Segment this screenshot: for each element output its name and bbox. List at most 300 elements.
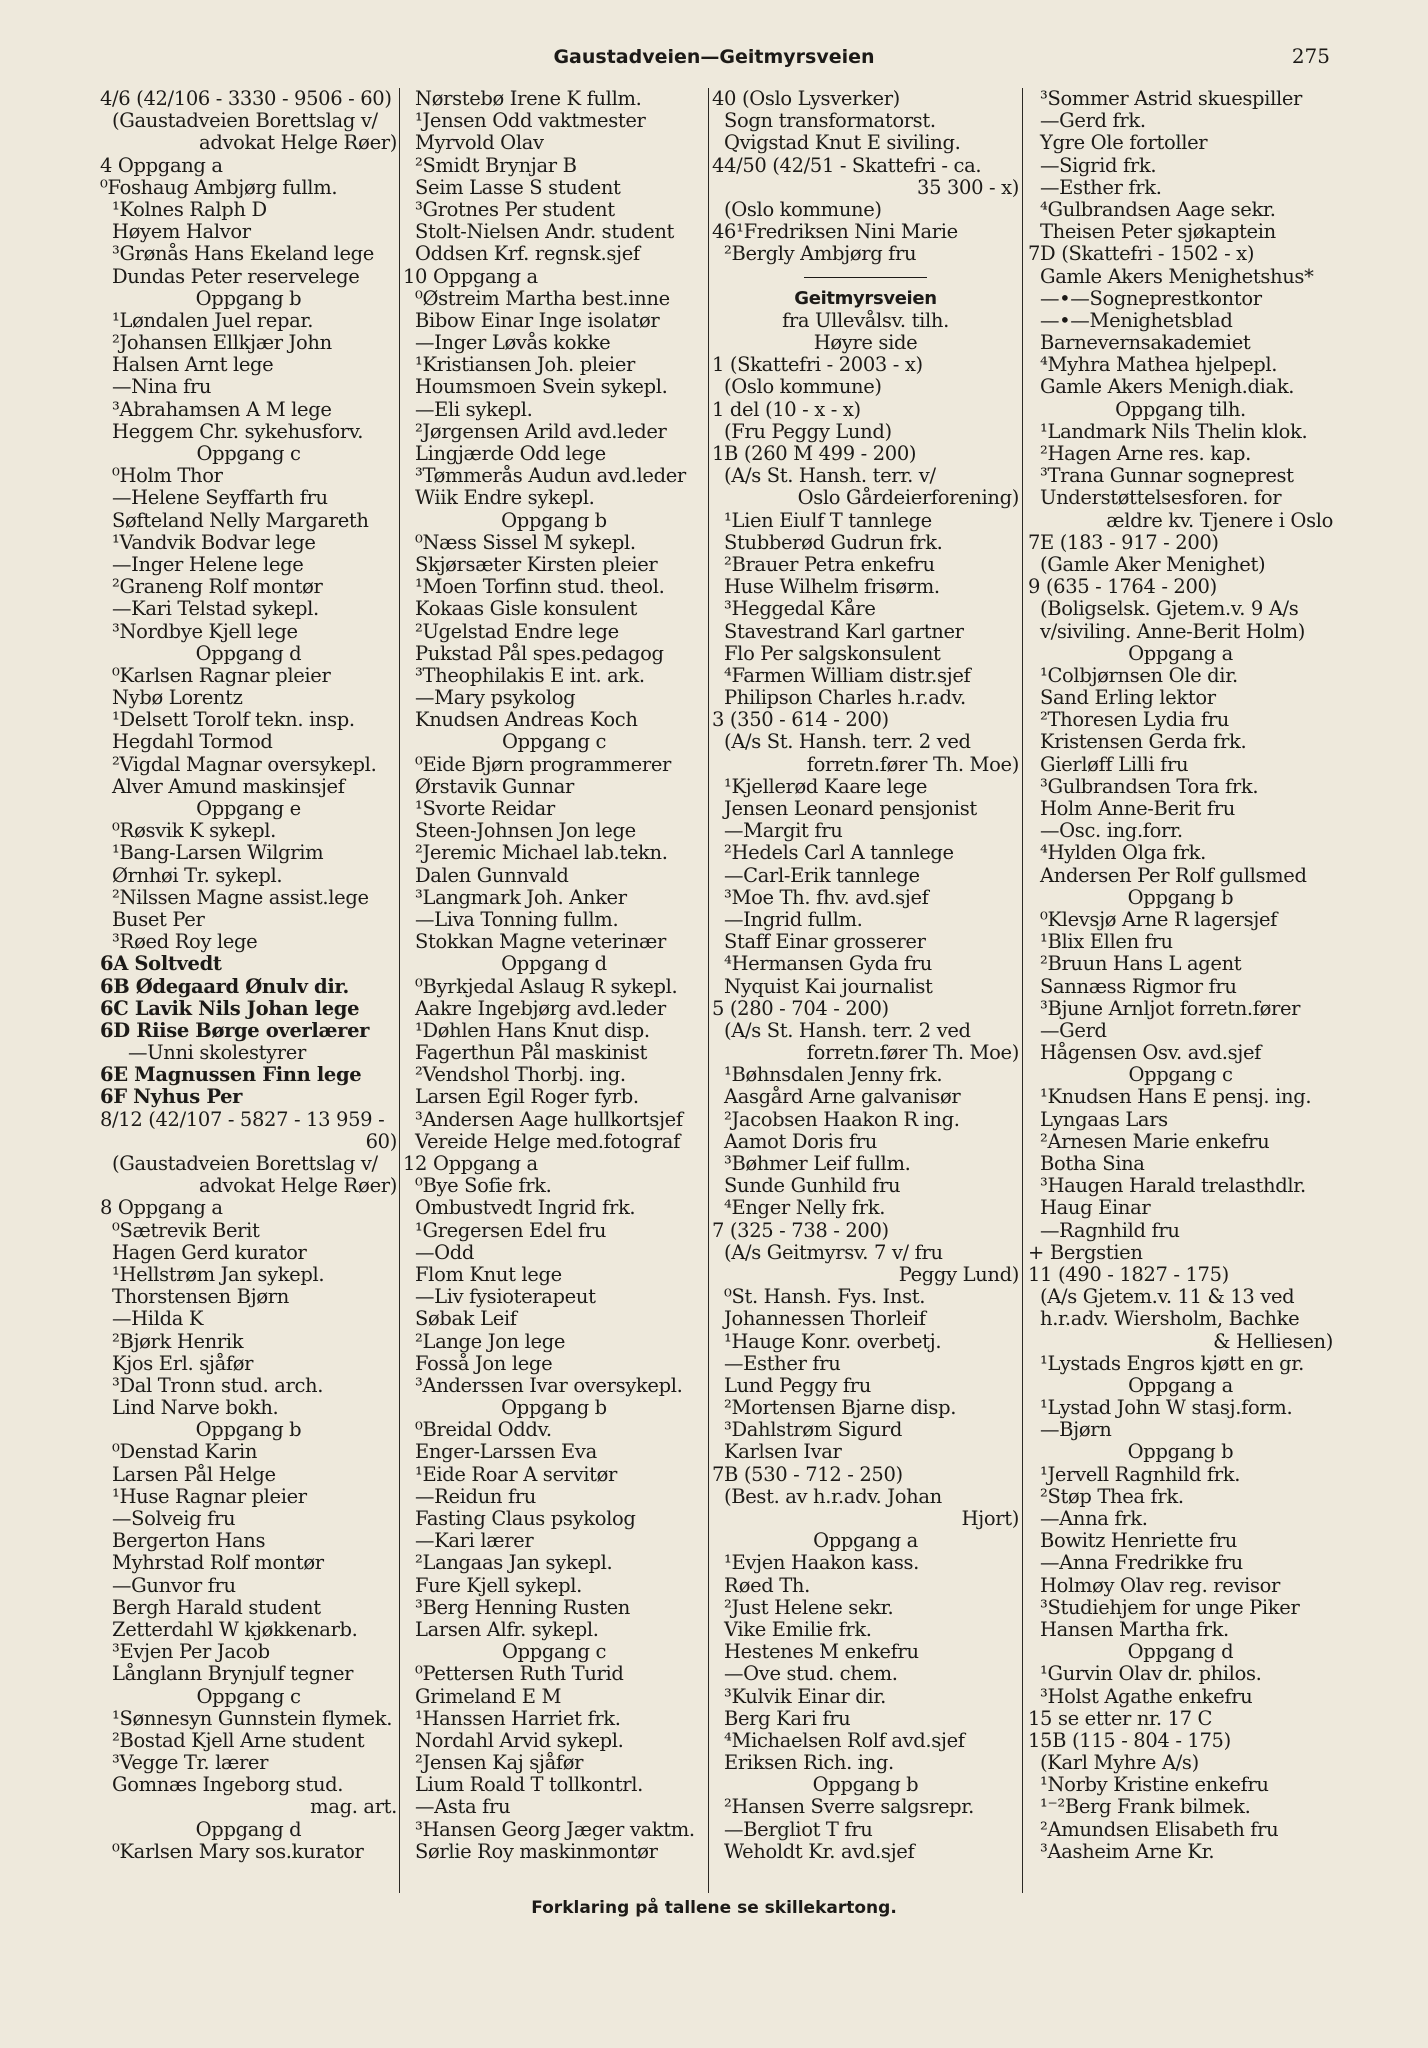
- directory-entry: —Carl-Erik tannlege: [724, 863, 920, 887]
- directory-entry: Hegdahl Tormod: [112, 730, 273, 754]
- directory-entry: 15 se etter nr. 17 C: [1028, 1706, 1213, 1730]
- directory-entry: ældre kv. Tjenere i Oslo: [1106, 508, 1333, 532]
- directory-entry: ²Hagen Arne res. kap.: [1040, 442, 1251, 465]
- directory-entry: ³Grotnes Per student: [415, 197, 615, 221]
- column-2: [403, 88, 705, 1863]
- directory-entry: 6A Soltvedt: [100, 952, 222, 976]
- directory-entry: (Best. av h.r.adv. Johan: [724, 1484, 942, 1508]
- directory-entry: —Gerd: [1040, 1018, 1107, 1042]
- directory-entry: —Bergliot T fru: [724, 1817, 873, 1841]
- directory-entry: Theisen Peter sjøkaptein: [1040, 220, 1276, 244]
- directory-entry: —Gerd frk.: [1040, 109, 1146, 133]
- directory-entry: ¹Vandvik Bodvar lege: [112, 530, 316, 554]
- directory-entry: Qvigstad Knut E siviling.: [724, 131, 961, 155]
- directory-entry: Oppgang c: [196, 442, 301, 465]
- directory-entry: 4/6 (42/106 - 3330 - 9506 - 60): [100, 87, 392, 110]
- directory-entry: ²Lange Jon lege: [415, 1329, 566, 1353]
- directory-entry: ³Hansen Georg Jæger vaktm.: [415, 1817, 695, 1841]
- directory-entry: Pukstad Pål spes.pedagog: [415, 641, 664, 665]
- column-3: [712, 88, 1019, 1863]
- directory-entry: 4 Oppgang a: [100, 153, 223, 177]
- directory-entry: Gomnæs Ingeborg stud.: [112, 1773, 344, 1797]
- directory-entry: ⁰Bye Sofie frk.: [415, 1174, 552, 1198]
- directory-entry: h.r.adv. Wiersholm, Bachke: [1040, 1307, 1300, 1331]
- directory-entry: ¹Kjellerød Kaare lege: [724, 774, 928, 798]
- directory-entry: ²Bjørk Henrik: [112, 1329, 244, 1353]
- directory-entry: ⁰Sætrevik Berit: [112, 1218, 260, 1242]
- directory-entry: ²Brauer Petra enkefru: [724, 552, 935, 576]
- directory-entry: fra Ullevålsv. tilh.: [782, 308, 949, 332]
- directory-entry: ²Støp Thea frk.: [1040, 1484, 1184, 1508]
- directory-entry: ³Holst Agathe enkefru: [1040, 1684, 1253, 1708]
- directory-entry: Oppgang b: [501, 508, 607, 532]
- directory-entry: ¹Kristiansen Joh. pleier: [415, 353, 635, 377]
- directory-entry: ³Dahlstrøm Sigurd: [724, 1418, 902, 1442]
- directory-entry: ³Tømmerås Audun avd.leder: [415, 464, 686, 488]
- directory-entry: Kjos Erl. sjåfør: [112, 1351, 254, 1375]
- directory-entry: Dundas Peter reservelege: [112, 264, 360, 288]
- directory-entry: Hestenes M enkefru: [724, 1640, 919, 1664]
- directory-entry: + Bergstien: [1028, 1240, 1143, 1264]
- directory-entry: ¹Lystad John W stasj.form.: [1040, 1396, 1293, 1420]
- directory-entry: Wiik Endre sykepl.: [415, 486, 595, 510]
- directory-entry: Oppgang a: [813, 1529, 918, 1553]
- directory-entry: 5 (280 - 704 - 200): [712, 996, 889, 1020]
- running-title: Gaustadveien—Geitmyrsveien: [553, 46, 875, 68]
- directory-entry: —Liva Tonning fullm.: [415, 907, 619, 931]
- directory-entry: ²Smidt Brynjar B: [415, 153, 577, 177]
- directory-entry: Oppgang d: [195, 641, 302, 665]
- directory-entry: ¹Landmark Nils Thelin klok.: [1040, 419, 1308, 443]
- directory-entry: ²Jørgensen Arild avd.leder: [415, 419, 667, 443]
- directory-entry: ³Theophilakis E int. ark.: [415, 663, 645, 687]
- directory-entry: —Reidun fru: [415, 1484, 537, 1508]
- directory-entry: —Unni skolestyrer: [128, 1041, 306, 1065]
- directory-entry: ¹Jervell Ragnhild frk.: [1040, 1462, 1241, 1486]
- directory-entry: ²Arnesen Marie enkefru: [1040, 1129, 1270, 1153]
- directory-entry: ³Dal Tronn stud. arch.: [112, 1373, 324, 1397]
- directory-entry: ²Jeremic Michael lab.tekn.: [415, 841, 668, 865]
- directory-entry: ⁰Karlsen Ragnar pleier: [112, 663, 331, 687]
- directory-entry: Fagerthun Pål maskinist: [415, 1041, 647, 1065]
- directory-entry: Geitmyrsveien: [794, 287, 937, 309]
- directory-entry: 44/50 (42/51 - Skattefri - ca.: [712, 153, 982, 177]
- directory-entry: ¹Huse Ragnar pleier: [112, 1484, 307, 1508]
- directory-entry: 12 Oppgang a: [403, 1152, 538, 1175]
- directory-entry: 15B (115 - 804 - 175): [1028, 1728, 1231, 1752]
- directory-entry: ⁰St. Hansh. Fys. Inst.: [724, 1285, 926, 1309]
- directory-entry: v/siviling. Anne-Berit Holm): [1040, 619, 1306, 643]
- directory-entry: Thorstensen Bjørn: [112, 1285, 289, 1309]
- directory-entry: Vike Emilie frk.: [724, 1617, 872, 1641]
- directory-entry: ¹Hauge Konr. overbetj.: [724, 1329, 942, 1353]
- directory-entry: —Ragnhild fru: [1040, 1218, 1180, 1242]
- directory-entry: ⁰Holm Thor: [112, 464, 223, 488]
- directory-entry: 7D (Skattefri - 1502 - x): [1028, 242, 1255, 266]
- directory-entry: Søfteland Nelly Margareth: [112, 508, 369, 532]
- directory-entry: ⁰Foshaug Ambjørg fullm.: [100, 175, 338, 199]
- directory-entry: ³Sommer Astrid skuespiller: [1040, 87, 1303, 110]
- directory-entry: mag. art.: [310, 1795, 397, 1819]
- directory-entry: ²Langaas Jan sykepl.: [415, 1551, 613, 1575]
- directory-entry: ²Thoresen Lydia fru: [1040, 708, 1229, 732]
- directory-entry: Bergerton Hans: [112, 1529, 266, 1553]
- directory-entry: 60): [365, 1129, 397, 1153]
- section-divider: [712, 266, 1019, 288]
- directory-entry: ³Heggedal Kåre: [724, 597, 876, 621]
- directory-entry: ²Johansen Ellkjær John: [112, 331, 332, 355]
- directory-entry: 6E Magnussen Finn lege: [100, 1063, 362, 1087]
- column-1: [100, 88, 397, 1863]
- directory-entry: —Bjørn: [1040, 1418, 1112, 1442]
- directory-entry: ³Kulvik Einar dir.: [724, 1684, 886, 1708]
- directory-entry: ²Ugelstad Endre lege: [415, 619, 619, 643]
- directory-entry: Myhrstad Rolf montør: [112, 1551, 324, 1575]
- directory-entry: ²Nilssen Magne assist.lege: [112, 885, 369, 909]
- directory-entry: Berg Kari fru: [724, 1706, 851, 1730]
- column-4: [1028, 88, 1333, 1863]
- directory-entry: (A/s St. Hansh. terr. 2 ved: [724, 1018, 971, 1042]
- directory-entry: 1B (260 M 499 - 200): [712, 442, 917, 465]
- directory-entry: 9 (635 - 1764 - 200): [1028, 575, 1217, 599]
- directory-entry: Hjort): [961, 1507, 1019, 1530]
- directory-entry: Understøttelsesforen. for: [1040, 486, 1282, 510]
- directory-entry: —Ove stud. chem.: [724, 1662, 898, 1686]
- directory-entry: Botha Sina: [1040, 1152, 1145, 1175]
- directory-entry: ²Bruun Hans L agent: [1040, 952, 1242, 976]
- directory-entry: (A/s Geitmyrsv. 7 v/ fru: [724, 1240, 943, 1264]
- directory-entry: Andersen Per Rolf gullsmed: [1040, 863, 1307, 887]
- directory-entry: ²Vigdal Magnar oversykepl.: [112, 752, 377, 776]
- directory-entry: ¹⁻²Berg Frank bilmek.: [1040, 1795, 1251, 1819]
- directory-entry: ¹Jensen Odd vaktmester: [415, 109, 646, 133]
- directory-entry: —Anna Fredrikke fru: [1040, 1551, 1243, 1575]
- directory-entry: advokat Helge Røer): [199, 131, 397, 155]
- directory-entry: —Anna frk.: [1040, 1507, 1148, 1530]
- directory-entry: Oppgang b: [501, 1396, 607, 1420]
- directory-entry: Peggy Lund): [898, 1262, 1019, 1286]
- directory-entry: 3 (350 - 614 - 200): [712, 708, 889, 732]
- directory-entry: ⁰Østreim Martha best.inne: [415, 286, 670, 310]
- directory-entry: ³Vegge Tr. lærer: [112, 1751, 269, 1775]
- directory-entry: Høyem Halvor: [112, 220, 251, 244]
- directory-entry: —Esther fru: [724, 1351, 841, 1375]
- directory-entry: Holmøy Olav reg. revisor: [1040, 1573, 1281, 1597]
- directory-entry: Gamle Akers Menighetshus*: [1040, 264, 1314, 288]
- directory-entry: Staff Einar grosserer: [724, 930, 926, 954]
- directory-entry: forretn.fører Th. Moe): [806, 1041, 1019, 1065]
- directory-entry: Eriksen Rich. ing.: [724, 1751, 894, 1775]
- directory-entry: ³Nordbye Kjell lege: [112, 619, 298, 643]
- directory-entry: ²Jensen Kaj sjåfør: [415, 1751, 584, 1775]
- directory-entry: Aasgård Arne galvanisør: [724, 1085, 961, 1109]
- directory-entry: Zetterdahl W kjøkkenarb.: [112, 1617, 358, 1641]
- directory-entry: Larsen Egil Roger fyrb.: [415, 1085, 639, 1109]
- directory-entry: Oppgang b: [1127, 1440, 1234, 1464]
- directory-entry: Oppgang d: [1127, 1640, 1234, 1664]
- directory-entry: ³Berg Henning Rusten: [415, 1595, 631, 1619]
- directory-entry: Oppgang d: [501, 952, 607, 976]
- directory-entry: ¹Blix Ellen fru: [1040, 930, 1173, 954]
- directory-entry: Lium Roald T tollkontrl.: [415, 1773, 643, 1797]
- directory-entry: Fure Kjell sykepl.: [415, 1573, 582, 1597]
- directory-entry: —Inger Løvås kokke: [415, 331, 611, 355]
- directory-entry: Røed Th.: [724, 1573, 810, 1597]
- directory-entry: ¹Lystads Engros kjøtt en gr.: [1040, 1351, 1304, 1375]
- directory-entry: ²Bergly Ambjørg fru: [724, 242, 917, 266]
- directory-entry: ⁴Gulbrandsen Aage sekr.: [1040, 197, 1276, 221]
- directory-entry: ²Graneng Rolf montør: [112, 575, 323, 599]
- directory-entry: (Oslo kommune): [724, 375, 882, 399]
- directory-entry: ²Bostad Kjell Arne student: [112, 1728, 365, 1752]
- directory-entry: 8 Oppgang a: [100, 1196, 223, 1220]
- directory-entry: Vereide Helge med.fotograf: [415, 1129, 680, 1153]
- directory-entry: Karlsen Ivar: [724, 1440, 842, 1464]
- directory-entry: Långlann Brynjulf tegner: [112, 1662, 354, 1686]
- directory-entry: Holm Anne-Berit fru: [1040, 797, 1235, 820]
- directory-entry: Fosså Jon lege: [415, 1351, 553, 1375]
- directory-entry: ³Abrahamsen A M lege: [112, 397, 332, 421]
- directory-entry: ¹Hanssen Harriet frk.: [415, 1706, 621, 1730]
- directory-entry: —Gunvor fru: [112, 1573, 236, 1597]
- directory-entry: (Gamle Aker Menighet): [1040, 552, 1266, 576]
- directory-entry: ³Andersen Aage hullkortsjef: [415, 1107, 683, 1131]
- directory-entry: (Karl Myhre A/s): [1040, 1751, 1199, 1775]
- directory-entry: —Margit fru: [724, 819, 843, 843]
- directory-entry: 1 (Skattefri - 2003 - x): [712, 353, 923, 377]
- directory-entry: Sannæss Rigmor fru: [1040, 974, 1237, 998]
- directory-entry: advokat Helge Røer): [199, 1174, 397, 1198]
- directory-entry: —Helene Seyffarth fru: [112, 486, 328, 510]
- directory-entry: 46¹Fredriksen Nini Marie: [712, 220, 958, 244]
- directory-entry: ³Evjen Per Jacob: [112, 1640, 270, 1664]
- directory-entry: ⁴Hermansen Gyda fru: [724, 952, 933, 976]
- directory-entry: —Hilda K: [112, 1307, 204, 1331]
- directory-entry: —Osc. ing.forr.: [1040, 819, 1183, 843]
- directory-entry: Larsen Pål Helge: [112, 1462, 276, 1486]
- directory-entry: Halsen Arnt lege: [112, 353, 274, 377]
- directory-entry: Knudsen Andreas Koch: [415, 708, 638, 732]
- directory-entry: ³Haugen Harald trelasthdlr.: [1040, 1174, 1306, 1198]
- directory-entry: ²Amundsen Elisabeth fru: [1040, 1817, 1279, 1841]
- directory-entry: ³Anderssen Ivar oversykepl.: [415, 1373, 683, 1397]
- directory-entry: ⁴Hylden Olga frk.: [1040, 841, 1206, 865]
- directory-entry: ¹Kolnes Ralph D: [112, 197, 267, 221]
- directory-entry: ²Mortensen Bjarne disp.: [724, 1396, 957, 1420]
- directory-entry: 7E (183 - 917 - 200): [1028, 530, 1219, 554]
- directory-entry: —Inger Helene lege: [112, 552, 304, 576]
- directory-entry: Hagen Gerd kurator: [112, 1240, 307, 1264]
- directory-entry: ⁰Pettersen Ruth Turid: [415, 1662, 624, 1686]
- directory-entry: ¹Gurvin Olav dr. philos.: [1040, 1662, 1262, 1686]
- directory-entry: ¹Gregersen Edel fru: [415, 1218, 607, 1242]
- directory-entry: Haug Einar: [1040, 1196, 1151, 1220]
- directory-entry: —Esther frk.: [1040, 175, 1162, 199]
- directory-entry: (Gaustadveien Borettslag v/: [112, 1152, 378, 1175]
- directory-entry: ³Grønås Hans Ekeland lege: [112, 242, 374, 266]
- directory-entry: Sogn transformatorst.: [724, 109, 936, 133]
- directory-entry: 11 (490 - 1827 - 175): [1028, 1262, 1229, 1286]
- directory-entry: Sand Erling lektor: [1040, 686, 1216, 710]
- directory-entry: (A/s Gjetem.v. 11 & 13 ved: [1040, 1285, 1295, 1309]
- directory-entry: Enger-Larssen Eva: [415, 1440, 597, 1464]
- directory-entry: ¹Lien Eiulf T tannlege: [724, 508, 932, 532]
- directory-entry: Huse Wilhelm frisørm.: [724, 575, 940, 599]
- directory-entry: Houmsmoen Svein sykepl.: [415, 375, 668, 399]
- directory-entry: Philipson Charles h.r.adv.: [724, 686, 966, 710]
- directory-entry: Stubberød Gudrun frk.: [724, 530, 943, 554]
- directory-entry: —Asta fru: [415, 1795, 511, 1819]
- directory-entry: Lyngaas Lars: [1040, 1107, 1168, 1131]
- directory-entry: Sørlie Roy maskinmontør: [415, 1839, 658, 1863]
- page-number: 275: [1291, 44, 1330, 68]
- directory-entry: Hågensen Osv. avd.sjef: [1040, 1041, 1262, 1065]
- directory-entry: —•—Menighetsblad: [1040, 308, 1233, 332]
- directory-entry: ¹Colbjørnsen Ole dir.: [1040, 663, 1238, 687]
- directory-entry: ²Just Helene sekr.: [724, 1595, 894, 1619]
- directory-entry: Aamot Doris fru: [724, 1129, 877, 1153]
- directory-entry: Oppgang d: [195, 1817, 302, 1841]
- directory-entry: Kristensen Gerda frk.: [1040, 730, 1247, 754]
- directory-entry: 10 Oppgang a: [403, 264, 538, 288]
- directory-entry: Ørstavik Gunnar: [415, 774, 574, 798]
- directory-entry: (Fru Peggy Lund): [724, 419, 892, 443]
- directory-entry: ⁴Enger Nelly frk.: [724, 1196, 886, 1220]
- directory-entry: ⁰Breidal Oddv.: [415, 1418, 552, 1442]
- directory-entry: Buset Per: [112, 907, 205, 931]
- directory-entry: —Eli sykepl.: [415, 397, 533, 421]
- directory-entry: Høyre side: [813, 331, 918, 355]
- directory-entry: Oppgang c: [501, 730, 607, 754]
- directory-entry: Grimeland E M: [415, 1684, 562, 1708]
- directory-entry: ⁰Klevsjø Arne R lagersjef: [1040, 907, 1278, 931]
- directory-entry: ³Gulbrandsen Tora frk.: [1040, 774, 1259, 798]
- directory-entry: Nyquist Kai journalist: [724, 974, 933, 998]
- directory-entry: —Liv fysioterapeut: [415, 1285, 596, 1309]
- directory-entry: Bowitz Henriette fru: [1040, 1529, 1238, 1553]
- directory-entry: —Kari lærer: [415, 1529, 534, 1553]
- directory-entry: Flo Per salgskonsulent: [724, 641, 941, 665]
- directory-entry: (Gaustadveien Borettslag v/: [112, 109, 378, 133]
- directory-entry: ⁴Michaelsen Rolf avd.sjef: [724, 1728, 965, 1752]
- directory-entry: Nybø Lorentz: [112, 686, 243, 710]
- directory-entry: Oppgang b: [195, 286, 302, 310]
- directory-entry: Larsen Alfr. sykepl.: [415, 1617, 599, 1641]
- directory-columns: [0, 88, 1428, 1888]
- directory-entry: ¹Bang-Larsen Wilgrim: [112, 841, 324, 865]
- directory-entry: ⁰Røsvik K sykepl.: [112, 819, 276, 843]
- directory-entry: Jensen Leonard pensjonist: [724, 797, 977, 820]
- directory-entry: Lind Narve bokh.: [112, 1396, 279, 1420]
- directory-entry: ²Hansen Sverre salgsrepr.: [724, 1795, 974, 1819]
- directory-entry: (Oslo kommune): [724, 197, 882, 221]
- directory-entry: —Sigrid frk.: [1040, 153, 1157, 177]
- directory-entry: Dalen Gunnvald: [415, 863, 569, 887]
- directory-entry: Lingjærde Odd lege: [415, 442, 606, 465]
- directory-entry: Flom Knut lege: [415, 1262, 562, 1286]
- directory-entry: (A/s St. Hansh. terr. 2 ved: [724, 730, 971, 754]
- directory-entry: Sunde Gunhild fru: [724, 1174, 901, 1198]
- directory-entry: 6B Ødegaard Ønulv dir.: [100, 974, 349, 998]
- directory-entry: ¹Sønnesyn Gunnstein flymek.: [112, 1706, 393, 1730]
- directory-entry: ⁰Byrkjedal Aslaug R sykepl.: [415, 974, 678, 998]
- directory-entry: —Ingrid fullm.: [724, 907, 863, 931]
- directory-entry: —Odd: [415, 1240, 475, 1264]
- directory-entry: forretn.fører Th. Moe): [806, 752, 1019, 776]
- directory-entry: ³Studiehjem for unge Piker: [1040, 1595, 1300, 1619]
- directory-entry: —Mary psykolog: [415, 686, 576, 710]
- directory-entry: ¹Moen Torfinn stud. theol.: [415, 575, 665, 599]
- directory-entry: Oppgang b: [195, 1418, 302, 1442]
- directory-entry: Oppgang b: [812, 1773, 919, 1797]
- directory-entry: Gierløff Lilli fru: [1040, 752, 1189, 776]
- directory-entry: ⁰Næss Sissel M sykepl.: [415, 530, 636, 554]
- directory-entry: Seim Lasse S student: [415, 175, 621, 199]
- page-header: [0, 44, 1428, 74]
- directory-entry: Oslo Gårdeierforening): [797, 486, 1019, 510]
- directory-entry: Myrvold Olav: [415, 131, 544, 155]
- directory-entry: Oppgang e: [196, 797, 301, 820]
- directory-entry: ²Hedels Carl A tannlege: [724, 841, 954, 865]
- directory-entry: Nordahl Arvid sykepl.: [415, 1728, 624, 1752]
- directory-entry: Weholdt Kr. avd.sjef: [724, 1839, 915, 1863]
- directory-entry: 6D Riise Børge overlærer: [100, 1018, 370, 1042]
- directory-entry: ¹Døhlen Hans Knut disp.: [415, 1018, 650, 1042]
- directory-entry: 1 del (10 - x - x): [712, 397, 861, 421]
- directory-entry: ³Aasheim Arne Kr.: [1040, 1839, 1215, 1863]
- directory-entry: —•—Sogneprestkontor: [1040, 286, 1262, 310]
- directory-entry: ³Trana Gunnar sogneprest: [1040, 464, 1294, 488]
- directory-entry: ⁰Denstad Karin: [112, 1440, 258, 1464]
- directory-entry: Johannessen Thorleif: [724, 1307, 926, 1331]
- directory-entry: ²Jacobsen Haakon R ing.: [724, 1107, 960, 1131]
- directory-entry: Hansen Martha frk.: [1040, 1617, 1229, 1641]
- directory-entry: ¹Løndalen Juel repar.: [112, 308, 314, 332]
- directory-entry: Nørstebø Irene K fullm.: [415, 87, 642, 110]
- directory-entry: ¹Evjen Haakon kass.: [724, 1551, 919, 1575]
- directory-entry: ³Bjune Arnljot forretn.fører: [1040, 996, 1301, 1020]
- directory-entry: (A/s St. Hansh. terr. v/: [724, 464, 936, 488]
- directory-entry: Lund Peggy fru: [724, 1373, 871, 1397]
- directory-entry: Stavestrand Karl gartner: [724, 619, 964, 643]
- directory-entry: Kokaas Gisle konsulent: [415, 597, 638, 621]
- directory-entry: ⁴Myhra Mathea hjelpepl.: [1040, 353, 1278, 377]
- directory-entry: Skjørsæter Kirsten pleier: [415, 552, 658, 576]
- directory-entry: Gamle Akers Menigh.diak.: [1040, 375, 1295, 399]
- directory-entry: ¹Eide Roar A servitør: [415, 1462, 618, 1486]
- directory-entry: Barnevernsakademiet: [1040, 331, 1251, 355]
- directory-entry: 35 300 - x): [917, 175, 1019, 199]
- directory-entry: Steen-Johnsen Jon lege: [415, 819, 636, 843]
- directory-entry: 8/12 (42/107 - 5827 - 13 959 -: [100, 1107, 385, 1131]
- directory-entry: ³Langmark Joh. Anker: [415, 885, 627, 909]
- directory-entry: 40 (Oslo Lysverker): [712, 87, 900, 110]
- directory-entry: Ørnhøi Tr. sykepl.: [112, 863, 283, 887]
- footer-note: Forklaring på tallene se skillekartong.: [531, 1898, 897, 1918]
- directory-entry: Stokkan Magne veterinær: [415, 930, 666, 954]
- directory-entry: ¹Delsett Torolf tekn. insp.: [112, 708, 355, 732]
- directory-entry: Oppgang a: [1128, 1373, 1233, 1397]
- directory-entry: ¹Svorte Reidar: [415, 797, 555, 820]
- directory-entry: ⁴Farmen William distr.sjef: [724, 663, 971, 687]
- directory-entry: Oppgang c: [196, 1684, 301, 1708]
- directory-entry: Oppgang tilh.: [1115, 397, 1246, 421]
- directory-entry: Ombustvedt Ingrid frk.: [415, 1196, 636, 1220]
- directory-entry: 6F Nyhus Per: [100, 1085, 243, 1109]
- directory-entry: —Kari Telstad sykepl.: [112, 597, 319, 621]
- directory-entry: 7 (325 - 738 - 200): [712, 1218, 889, 1242]
- directory-entry: —Solveig fru: [112, 1507, 236, 1530]
